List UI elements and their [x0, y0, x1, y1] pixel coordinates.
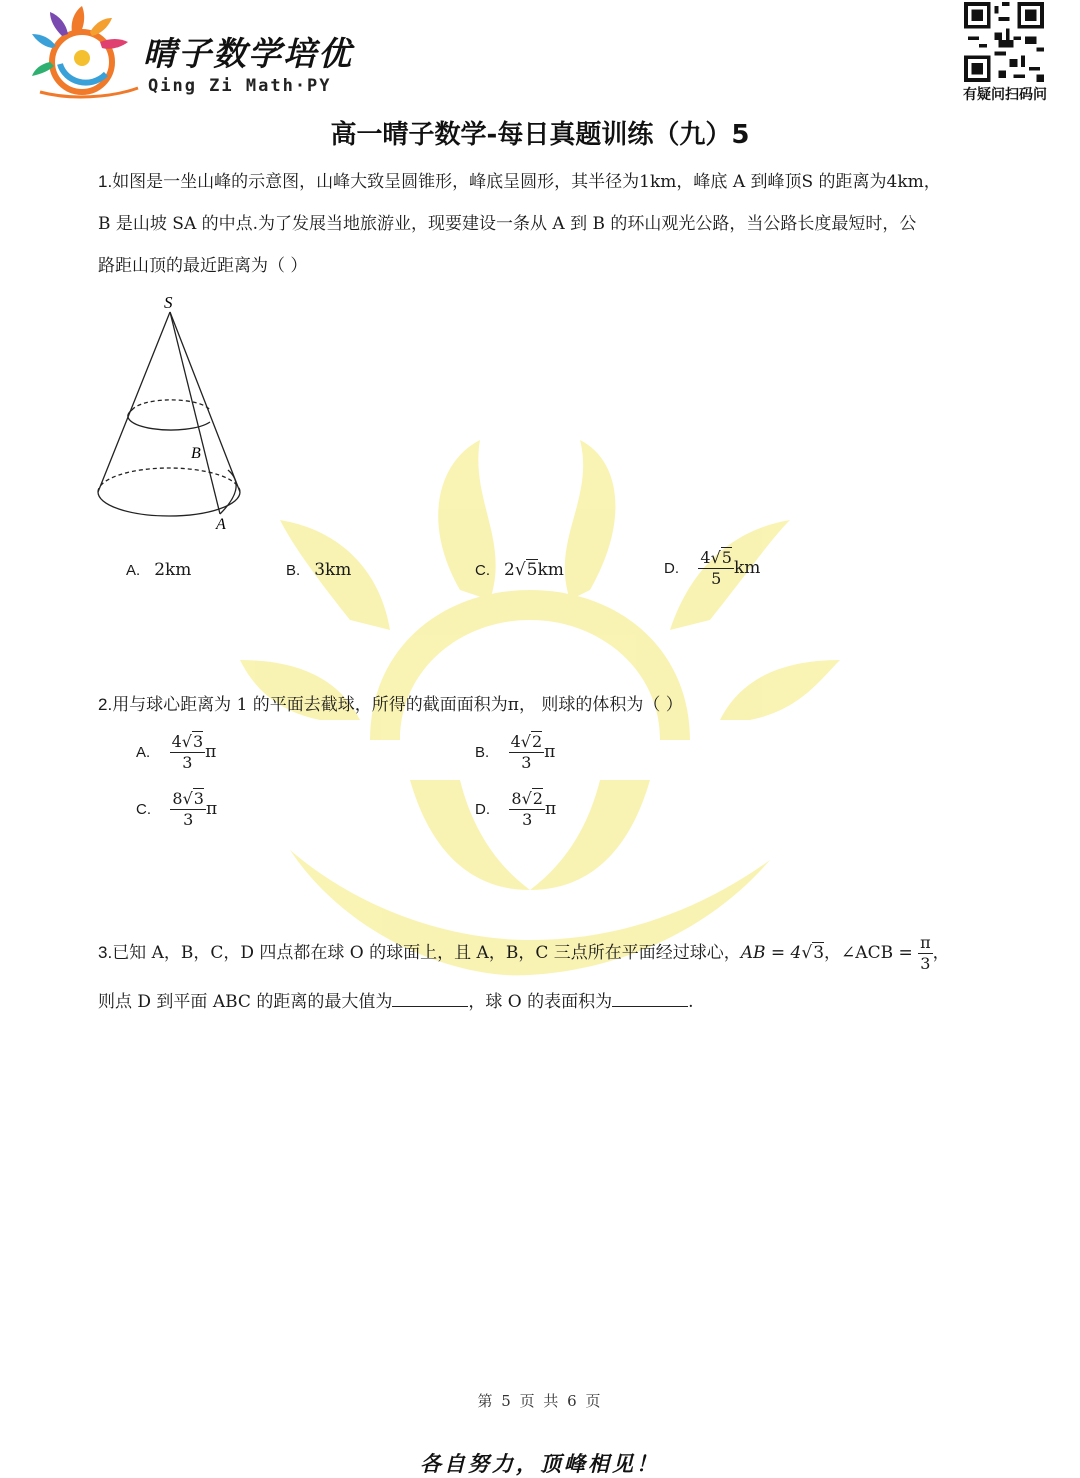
page-title: 高一晴子数学-每日真题训练（九）5	[330, 120, 750, 150]
answer-blank-1[interactable]	[392, 990, 468, 1007]
option-letter: A.	[136, 744, 151, 761]
cone-figure	[92, 292, 252, 537]
q3-number: 3.	[98, 943, 113, 962]
pi-symbol: π	[544, 742, 556, 762]
radicand: 5	[526, 560, 538, 580]
pi-symbol: π	[205, 742, 217, 762]
q2-option-a[interactable]	[136, 732, 216, 773]
q3-text-1: 已知 A，B，C，D 四点都在球 O 的球面上，且 A，B，C 三点所在平面经过球心，	[112, 943, 741, 963]
q1-number: 1.	[98, 172, 113, 191]
coefficient: 2	[504, 560, 515, 580]
label-b: B	[191, 445, 201, 462]
unit: km	[537, 560, 564, 580]
punctuation: .	[688, 992, 694, 1012]
footer-motto: 各自努力，顶峰相见！	[420, 1452, 660, 1476]
denominator: 3	[521, 753, 532, 772]
ab-label: AB = 4	[740, 943, 802, 963]
answer-blank-2[interactable]	[612, 990, 688, 1007]
q1-line-3: 路距山顶的最近距离为（ ）	[98, 256, 308, 276]
page-number: 第 5 页 共 6 页	[477, 1392, 603, 1410]
denominator: 3	[920, 954, 931, 973]
radicand: 5	[721, 548, 732, 567]
q1-option-c[interactable]: C. 2√5km	[475, 560, 564, 580]
denominator: 3	[182, 753, 193, 772]
qr-caption: 有疑问扫码问	[963, 87, 1047, 103]
q3-text-3: ，球 O 的表面积为	[468, 992, 613, 1012]
pi-symbol: π	[205, 799, 218, 819]
pi-symbol: π	[544, 799, 557, 819]
radicand: 2	[531, 732, 543, 751]
punctuation: ，	[932, 943, 950, 963]
fraction: $\frac{8√2}{3}$	[511, 789, 543, 829]
coefficient: 4	[700, 548, 711, 567]
fraction: $\frac{4√2}{3}$	[510, 732, 543, 772]
q1-option-d[interactable]	[664, 548, 760, 589]
option-text: 3km	[314, 560, 352, 580]
q1-option-b[interactable]	[286, 560, 351, 580]
ab-radicand: 3	[813, 943, 825, 963]
unit: km	[733, 558, 761, 578]
coefficient: 4	[171, 732, 182, 751]
q3-text-2: 则点 D 到平面 ABC 的距离的最大值为	[98, 992, 393, 1012]
qr-code-icon	[962, 2, 1046, 82]
denominator: 3	[522, 810, 533, 829]
coefficient: 8	[511, 789, 522, 808]
q1-text-1: 如图是一坐山峰的示意图，山峰大致呈圆锥形，峰底呈圆形，其半径为1km，峰底 A 到峰顶S 的距离为4km，	[112, 172, 941, 192]
option-letter: C.	[475, 562, 490, 579]
numerator: π	[920, 933, 931, 952]
q3-line-2	[98, 990, 694, 1014]
q2-text: 用与球心距离为 1 的平面去截球，所得的截面面积为π， 则球的体积为（ ）	[112, 695, 683, 715]
angle-fraction	[918, 933, 933, 974]
option-text: 2km	[154, 560, 192, 580]
label-s: S	[164, 293, 173, 312]
q1-line-2: B 是山坡 SA 的中点.为了发展当地旅游业，现要建设一条从 A 到 B 的环山观光公路，当公路长度最短时，公	[98, 214, 917, 234]
coefficient: 8	[172, 789, 183, 808]
q2-line	[98, 693, 683, 717]
fraction: $\frac{4√3}{3}$	[171, 732, 204, 772]
qingzi-logo-icon	[30, 2, 140, 102]
q2-option-b[interactable]	[475, 732, 555, 773]
fraction: $\frac{4√5}{5}$	[700, 548, 732, 588]
option-letter: B.	[475, 744, 490, 761]
option-letter: A.	[126, 562, 141, 579]
q1-option-a[interactable]	[126, 560, 191, 580]
brand-name-en: Qing Zi Math·PY	[148, 76, 332, 96]
angle-label: ，∠ACB =	[824, 943, 913, 963]
option-letter: C.	[136, 801, 151, 818]
option-letter: D.	[664, 560, 679, 577]
radicand: 3	[192, 732, 204, 751]
q2-option-c[interactable]	[136, 789, 217, 830]
q2-option-d[interactable]	[475, 789, 556, 830]
denominator: 3	[183, 810, 194, 829]
coefficient: 4	[510, 732, 521, 751]
q3-line-1: 3.已知 A，B，C，D 四点都在球 O 的球面上，且 A，B，C 三点所在平面经过球心，AB = 4√3，∠ACB = $\frac{\pi}{3}$ ，	[98, 933, 950, 973]
fraction: $\frac{8√3}{3}$	[172, 789, 204, 829]
q2-number: 2.	[98, 695, 113, 714]
brand-name-cn: 晴子数学培优	[143, 34, 353, 73]
radicand: 3	[193, 789, 204, 808]
q1-line-1	[98, 170, 941, 194]
option-letter: D.	[475, 801, 490, 818]
radicand: 2	[532, 789, 543, 808]
label-a: A	[216, 516, 226, 533]
option-letter: B.	[286, 562, 301, 579]
denominator: 5	[711, 569, 722, 588]
